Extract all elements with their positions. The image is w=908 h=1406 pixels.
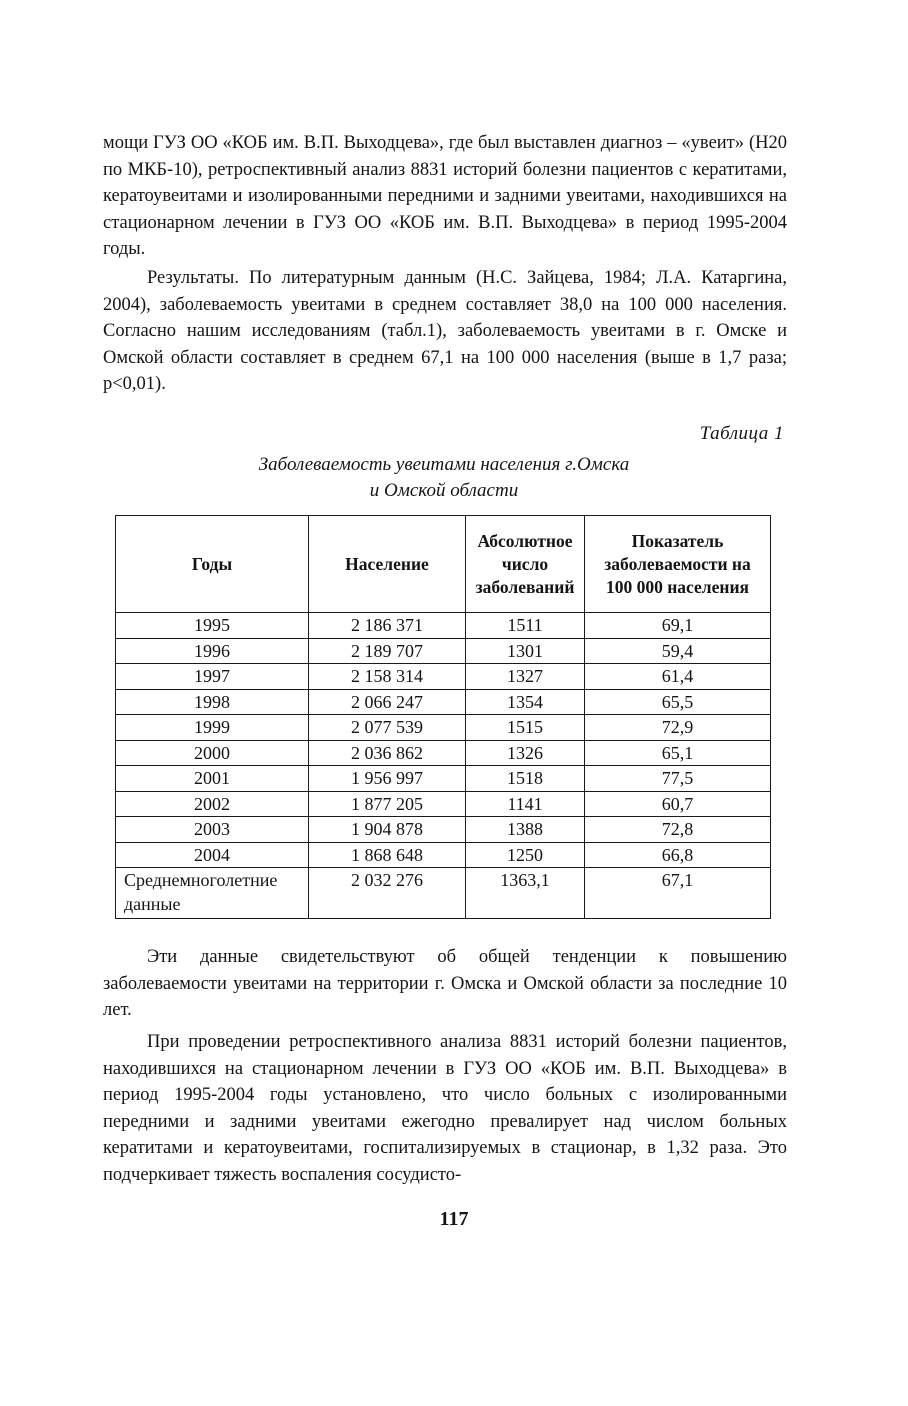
count-cell: 1354 <box>466 689 585 715</box>
count-cell: 1301 <box>466 638 585 664</box>
rate-cell: 60,7 <box>585 791 771 817</box>
count-cell: 1363,1 <box>466 868 585 919</box>
header-incidence-rate: Показатель заболеваемости на 100 000 населения <box>585 516 771 613</box>
table-row <box>116 817 771 843</box>
year-cell: 2002 <box>116 791 309 817</box>
table-label: Таблица 1 <box>699 423 784 444</box>
population-cell: 1 877 205 <box>309 791 466 817</box>
table-row <box>116 740 771 766</box>
population-cell: 2 158 314 <box>309 664 466 690</box>
year-cell: 2004 <box>116 842 309 868</box>
paragraph-text: Результаты. По литературным данным (Н.С. Зайцева, 1984; Л.А. Катаргина, 2004), заболеваемость увеитами в среднем составляет 38,0 на 100 000 населения. Согласно нашим исследованиям (табл.1), заболеваемость увеитами в г. Омске и Омской области составляет в среднем 67,1 на 100 000 населения (выше в 1,7 раза; p<0,01). <box>103 268 787 394</box>
year-cell: 1996 <box>116 638 309 664</box>
year-cell: 1995 <box>116 613 309 639</box>
header-absolute-count: Абсолютное число заболеваний <box>466 516 585 613</box>
incidence-table <box>115 515 771 919</box>
rate-cell: 72,9 <box>585 715 771 741</box>
table-header-row <box>116 516 771 613</box>
rate-cell: 65,5 <box>585 689 771 715</box>
paragraph-text: мощи ГУЗ ОО «КОБ им. В.П. Выходцева», где был выставлен диагноз – «увеит» (Н20 по МКБ-10), ретроспективный анализ 8831 историй болезни пациентов с кератитами, кератоувеитами и изолированными передними и задними увеитами, находившихся на стационарном лечении в ГУЗ ОО «КОБ им. В.П. Выходцева» в период 1995-2004 годы. <box>103 133 787 259</box>
rate-cell: 67,1 <box>585 868 771 919</box>
count-cell: 1515 <box>466 715 585 741</box>
population-cell: 1 868 648 <box>309 842 466 868</box>
year-cell: 1999 <box>116 715 309 741</box>
count-cell: 1141 <box>466 791 585 817</box>
population-cell: 1 904 878 <box>309 817 466 843</box>
paragraph-results <box>103 265 787 398</box>
year-cell: 1998 <box>116 689 309 715</box>
header-population: Население <box>309 516 466 613</box>
count-cell: 1326 <box>466 740 585 766</box>
rate-cell: 66,8 <box>585 842 771 868</box>
rate-cell: 61,4 <box>585 664 771 690</box>
population-cell: 2 189 707 <box>309 638 466 664</box>
population-cell: 2 032 276 <box>309 868 466 919</box>
table-body <box>116 613 771 919</box>
page-number: 117 <box>439 1208 469 1230</box>
rate-cell: 59,4 <box>585 638 771 664</box>
table-row <box>116 664 771 690</box>
year-cell: 2000 <box>116 740 309 766</box>
table-row <box>116 791 771 817</box>
table-caption <box>140 452 748 504</box>
table-row <box>116 638 771 664</box>
year-cell: Среднемноголетние данные <box>116 868 309 919</box>
table-row <box>116 715 771 741</box>
population-cell: 2 066 247 <box>309 689 466 715</box>
header-years: Годы <box>116 516 309 613</box>
table-row <box>116 613 771 639</box>
count-cell: 1250 <box>466 842 585 868</box>
rate-cell: 72,8 <box>585 817 771 843</box>
paragraph-analysis <box>103 1029 787 1188</box>
table-caption-line-2: и Омской области <box>369 480 519 501</box>
count-cell: 1388 <box>466 817 585 843</box>
table-row <box>116 766 771 792</box>
year-cell: 2003 <box>116 817 309 843</box>
population-cell: 2 036 862 <box>309 740 466 766</box>
rate-cell: 69,1 <box>585 613 771 639</box>
population-cell: 2 077 539 <box>309 715 466 741</box>
rate-cell: 65,1 <box>585 740 771 766</box>
paragraph-trend <box>103 944 787 1024</box>
table-row <box>116 689 771 715</box>
paragraph-text: При проведении ретроспективного анализа 8831 историй болезни пациентов, находившихся на стационарном лечении в ГУЗ ОО «КОБ им. В.П. Выходцева» в период 1995-2004 годы установлено, что число больных с изолированными передними и задними увеитами ежегодно превалирует над числом больных кератитами и кератоувеитами, госпитализируемых в стационар, в 1,32 раза. Это подчеркивает тяжесть воспаления сосудисто- <box>103 1032 787 1185</box>
table-caption-line-1: Заболеваемость увеитами населения г.Омска <box>258 454 630 475</box>
year-cell: 1997 <box>116 664 309 690</box>
count-cell: 1327 <box>466 664 585 690</box>
table-row <box>116 842 771 868</box>
rate-cell: 77,5 <box>585 766 771 792</box>
count-cell: 1511 <box>466 613 585 639</box>
paragraph-text: Эти данные свидетельствуют об общей тенденции к повышению заболеваемости увеитами на территории г. Омска и Омской области за последние 10 лет. <box>103 947 787 1020</box>
table-row-average <box>116 868 771 919</box>
count-cell: 1518 <box>466 766 585 792</box>
paragraph-intro-continued <box>103 130 787 263</box>
population-cell: 2 186 371 <box>309 613 466 639</box>
year-cell: 2001 <box>116 766 309 792</box>
population-cell: 1 956 997 <box>309 766 466 792</box>
